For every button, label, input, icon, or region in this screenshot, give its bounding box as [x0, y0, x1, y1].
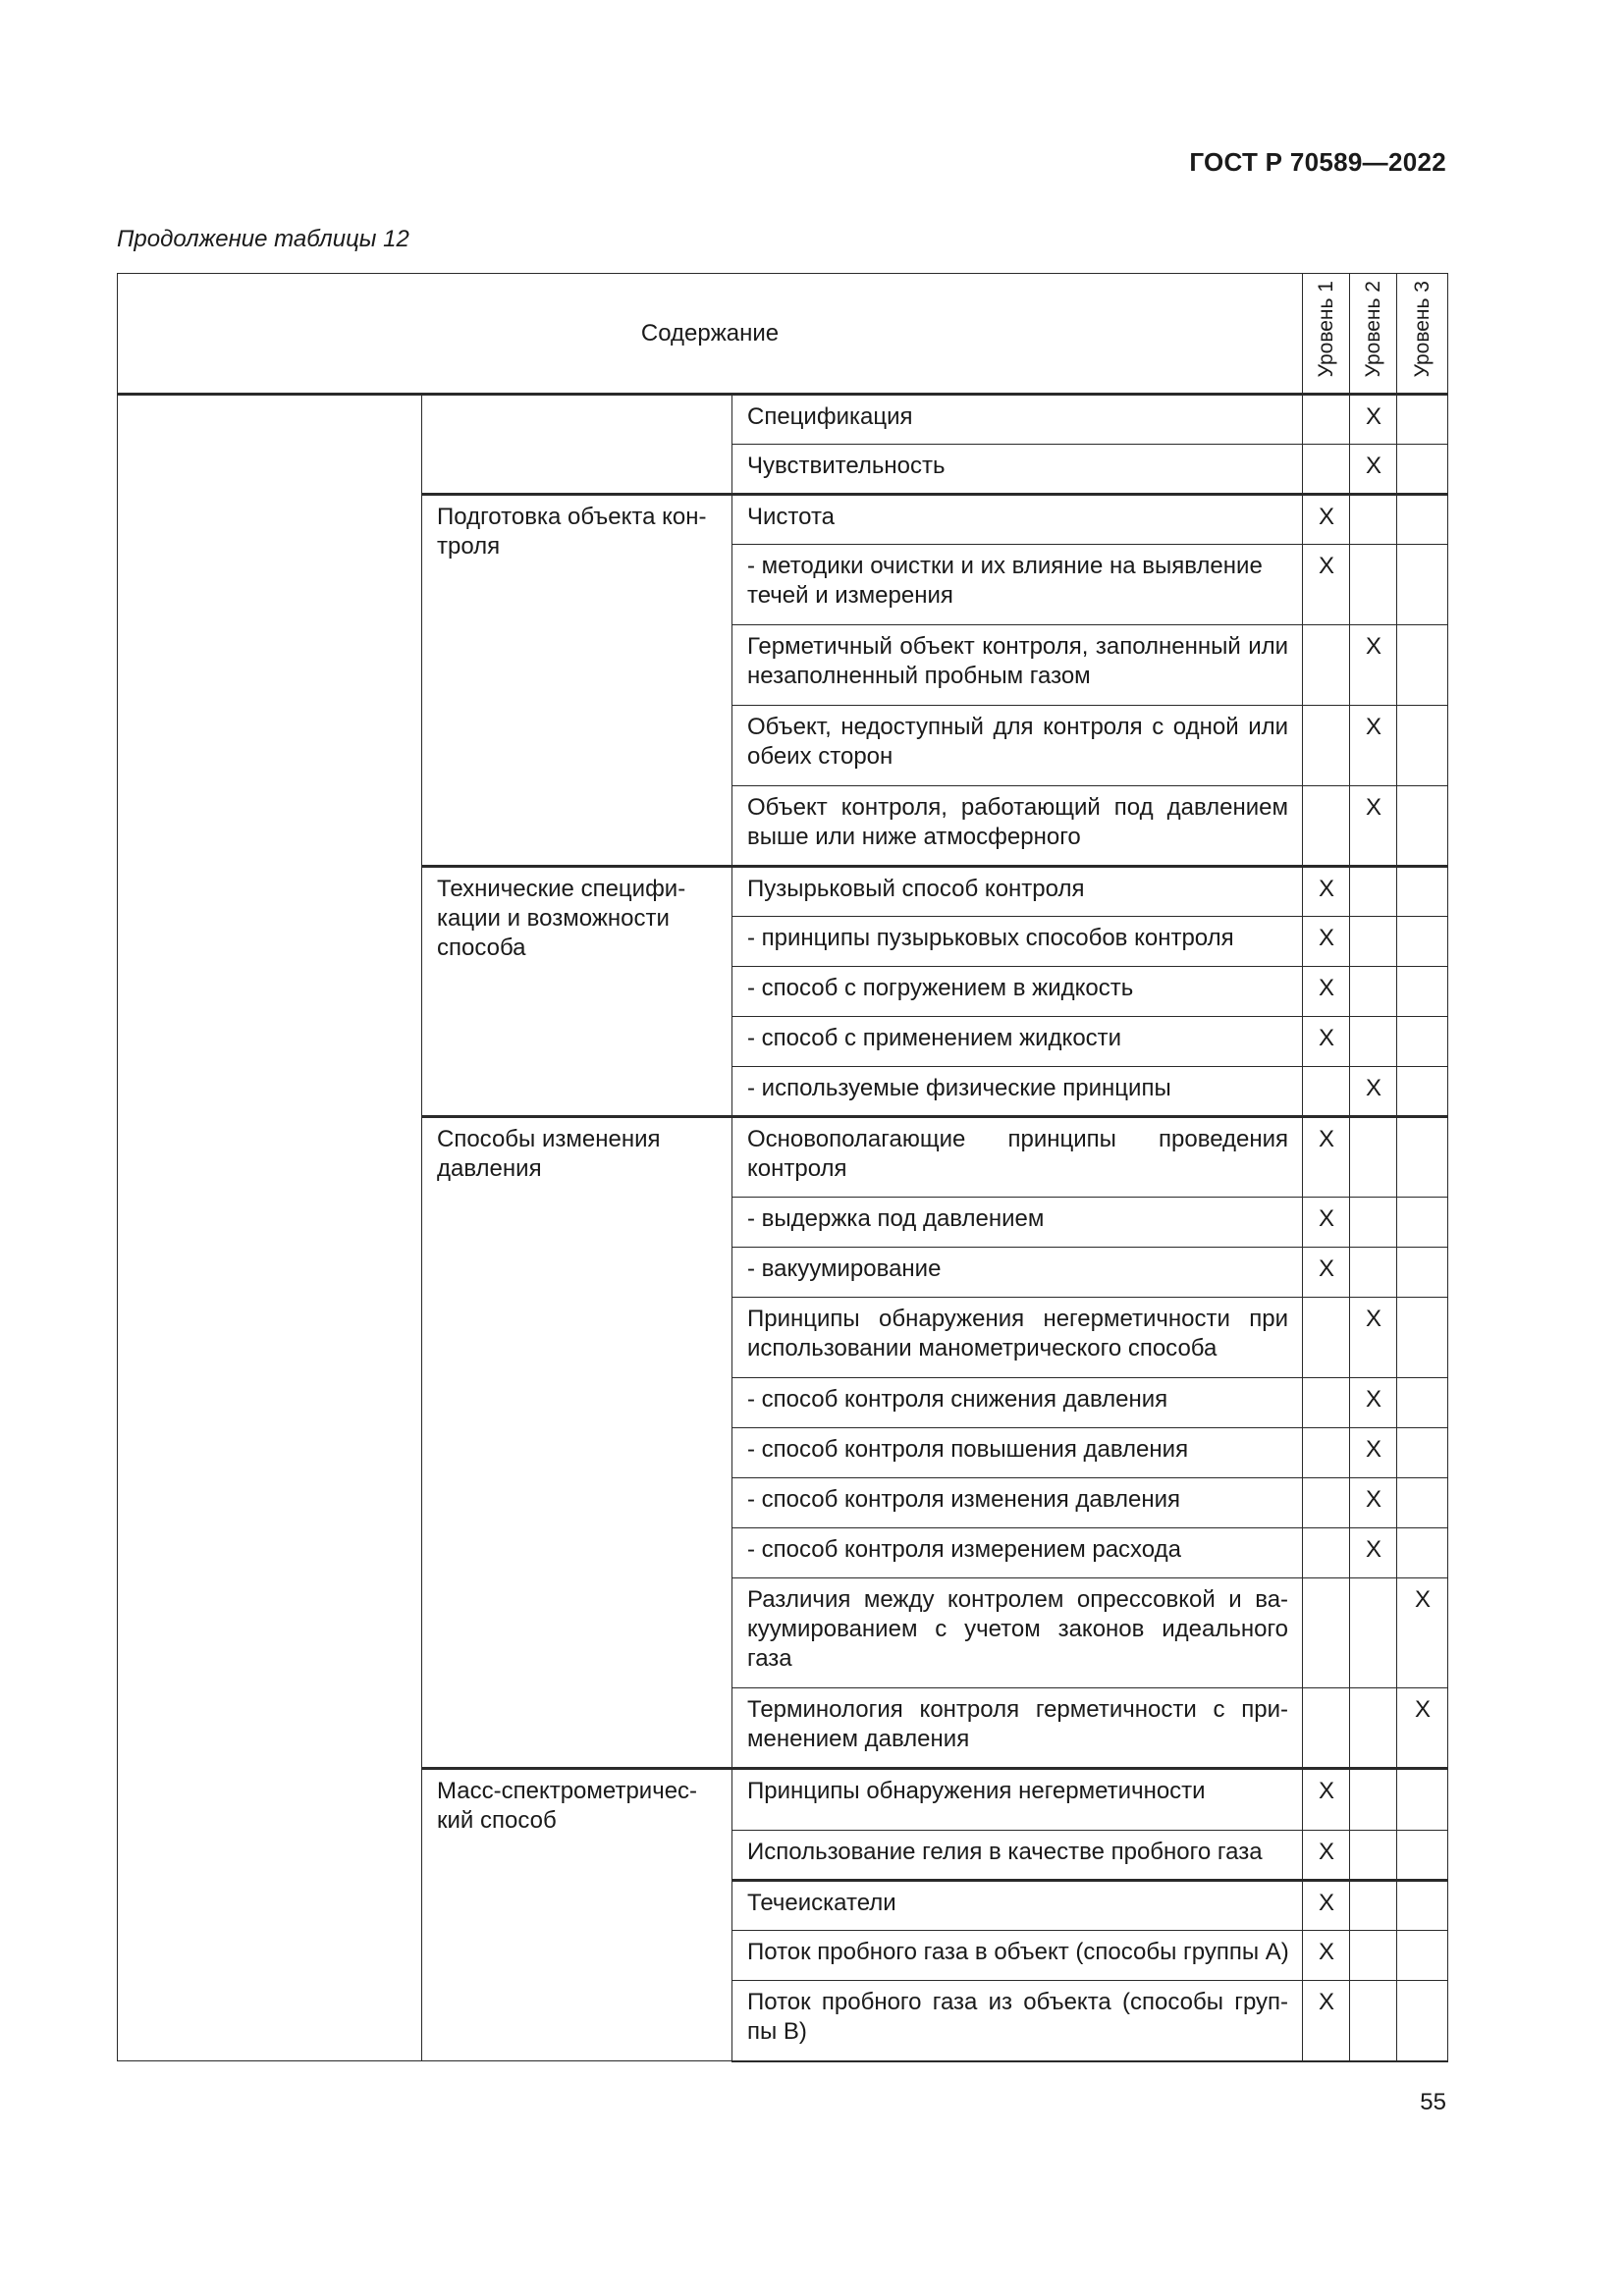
level-1-mark: X: [1303, 917, 1350, 967]
section-label: Подготовка объекта кон- троля: [422, 495, 732, 867]
level-2-mark: X: [1350, 1067, 1397, 1117]
level-3-mark: [1397, 917, 1448, 967]
level-2-mark: X: [1350, 625, 1397, 706]
level-3-mark: [1397, 1428, 1448, 1478]
row-text: Чувствительность: [732, 445, 1303, 495]
level-1-mark: X: [1303, 1931, 1350, 1981]
level-2-mark: [1350, 545, 1397, 625]
level-2-mark: X: [1350, 1298, 1397, 1378]
level-2-mark: [1350, 1881, 1397, 1931]
level-1-mark: [1303, 1428, 1350, 1478]
level-3-mark: [1397, 706, 1448, 786]
level-2-mark: [1350, 1578, 1397, 1688]
level-1-mark: [1303, 1528, 1350, 1578]
level-2-mark: [1350, 1248, 1397, 1298]
level-2-mark: [1350, 1931, 1397, 1981]
row-text: - способ контроля изменения давления: [732, 1478, 1303, 1528]
level-1-mark: X: [1303, 1017, 1350, 1067]
row-text: Герметичный объект контроля, заполненный или незаполненный пробным газом: [732, 625, 1303, 706]
level-1-mark: [1303, 786, 1350, 867]
level-3-mark: [1397, 445, 1448, 495]
level-2-mark: [1350, 495, 1397, 545]
row-text: Использование гелия в качестве пробного газа: [732, 1831, 1303, 1881]
level-3-mark: [1397, 1881, 1448, 1931]
row-text: - принципы пузырьковых способов контроля: [732, 917, 1303, 967]
level-1-mark: X: [1303, 1117, 1350, 1198]
row-text: - используемые физические принципы: [732, 1067, 1303, 1117]
row-text: - способ контроля снижения давления: [732, 1378, 1303, 1428]
level-2-mark: X: [1350, 445, 1397, 495]
level-2-mark: X: [1350, 706, 1397, 786]
level-2-mark: [1350, 1017, 1397, 1067]
page-number: 55: [1420, 2089, 1446, 2115]
level-3-mark: [1397, 786, 1448, 867]
level-1-mark: [1303, 1298, 1350, 1378]
row-text: Пузырьковый способ контроля: [732, 867, 1303, 917]
row-text: - способ с погружением в жидкость: [732, 967, 1303, 1017]
table-row: [118, 395, 1448, 445]
row-text: Поток пробного газа из объекта (способы груп- пы В): [732, 1981, 1303, 2061]
content-table: [117, 273, 1448, 2062]
level-2-mark: [1350, 1769, 1397, 1831]
level-1-mark: [1303, 625, 1350, 706]
level-1-mark: X: [1303, 1831, 1350, 1881]
row-text: Поток пробного газа в объект (способы группы А): [732, 1931, 1303, 1981]
level-3-mark: [1397, 1831, 1448, 1881]
level-1-mark: [1303, 395, 1350, 445]
level-3-mark: [1397, 1198, 1448, 1248]
level-1-mark: X: [1303, 1198, 1350, 1248]
row-text: Терминология контроля герметичности с при- менением давления: [732, 1688, 1303, 1769]
header-content: Содержание: [118, 274, 1303, 395]
row-text: - вакуумирование: [732, 1248, 1303, 1298]
level-1-mark: [1303, 1378, 1350, 1428]
level-1-mark: X: [1303, 1881, 1350, 1931]
section-label: Масс-спектрометричес- кий способ: [422, 1769, 732, 2061]
row-text: Объект, недоступный для контроля с одной или обеих сторон: [732, 706, 1303, 786]
level-1-mark: X: [1303, 495, 1350, 545]
level-3-mark: [1397, 1981, 1448, 2061]
header-level-2: Уровень 2: [1350, 274, 1397, 395]
row-text: Чистота: [732, 495, 1303, 545]
level-1-mark: X: [1303, 1981, 1350, 2061]
level-2-mark: [1350, 867, 1397, 917]
header-level-1: Уровень 1: [1303, 274, 1350, 395]
level-3-mark: [1397, 867, 1448, 917]
level-2-mark: X: [1350, 786, 1397, 867]
row-text: - выдержка под давлением: [732, 1198, 1303, 1248]
level-1-mark: X: [1303, 545, 1350, 625]
level-1-mark: [1303, 1478, 1350, 1528]
level-1-mark: [1303, 1067, 1350, 1117]
section-label: Способы изменения давления: [422, 1117, 732, 1769]
level-1-mark: X: [1303, 967, 1350, 1017]
level-2-mark: [1350, 1831, 1397, 1881]
row-text: Основополагающие принципы проведения контроля: [732, 1117, 1303, 1198]
level-3-mark: [1397, 1769, 1448, 1831]
row-text: Объект контроля, работающий под давлением выше или ниже атмосферного: [732, 786, 1303, 867]
row-text: - методики очистки и их влияние на выявление течей и измерения: [732, 545, 1303, 625]
level-2-mark: [1350, 917, 1397, 967]
level-3-mark: [1397, 395, 1448, 445]
section-label: Технические специфи- кации и возможности способа: [422, 867, 732, 1117]
level-3-mark: [1397, 625, 1448, 706]
header-level-3: Уровень 3: [1397, 274, 1448, 395]
row-text: Течеискатели: [732, 1881, 1303, 1931]
level-3-mark: [1397, 1478, 1448, 1528]
level-3-mark: [1397, 1017, 1448, 1067]
level-2-mark: X: [1350, 395, 1397, 445]
level-3-mark: [1397, 1931, 1448, 1981]
level-3-mark: [1397, 495, 1448, 545]
level-1-mark: [1303, 1578, 1350, 1688]
level-1-mark: X: [1303, 867, 1350, 917]
level-2-mark: X: [1350, 1478, 1397, 1528]
row-text: - способ контроля повышения давления: [732, 1428, 1303, 1478]
level-1-mark: [1303, 706, 1350, 786]
level-1-mark: [1303, 445, 1350, 495]
row-text: - способ с применением жидкости: [732, 1017, 1303, 1067]
row-text: Принципы обнаружения негерметичности: [732, 1769, 1303, 1831]
level-2-mark: [1350, 1117, 1397, 1198]
level-2-mark: X: [1350, 1428, 1397, 1478]
level-3-mark: [1397, 1117, 1448, 1198]
level-3-mark: [1397, 1528, 1448, 1578]
row-text: - способ контроля измерением расхода: [732, 1528, 1303, 1578]
level-2-mark: [1350, 1981, 1397, 2061]
level-1-mark: X: [1303, 1248, 1350, 1298]
level-3-mark: [1397, 967, 1448, 1017]
row-text: Принципы обнаружения негерметичности при использовании манометрического способа: [732, 1298, 1303, 1378]
level-2-mark: [1350, 967, 1397, 1017]
level-2-mark: [1350, 1198, 1397, 1248]
level-2-mark: X: [1350, 1378, 1397, 1428]
table-caption: Продолжение таблицы 12: [117, 226, 409, 252]
group-cell: [118, 395, 422, 2061]
section-label: [422, 395, 732, 495]
level-3-mark: X: [1397, 1688, 1448, 1769]
level-1-mark: X: [1303, 1769, 1350, 1831]
level-1-mark: [1303, 1688, 1350, 1769]
level-2-mark: X: [1350, 1528, 1397, 1578]
row-text: Спецификация: [732, 395, 1303, 445]
level-3-mark: [1397, 1067, 1448, 1117]
level-3-mark: [1397, 1378, 1448, 1428]
level-2-mark: [1350, 1688, 1397, 1769]
level-3-mark: [1397, 1298, 1448, 1378]
level-3-mark: [1397, 1248, 1448, 1298]
row-text: Различия между контролем опрессовкой и ва- куумированием с учетом законов идеального газа: [732, 1578, 1303, 1688]
table-header-row: [118, 274, 1448, 395]
document-header: ГОСТ Р 70589—2022: [1189, 147, 1446, 177]
level-3-mark: [1397, 545, 1448, 625]
level-3-mark: X: [1397, 1578, 1448, 1688]
